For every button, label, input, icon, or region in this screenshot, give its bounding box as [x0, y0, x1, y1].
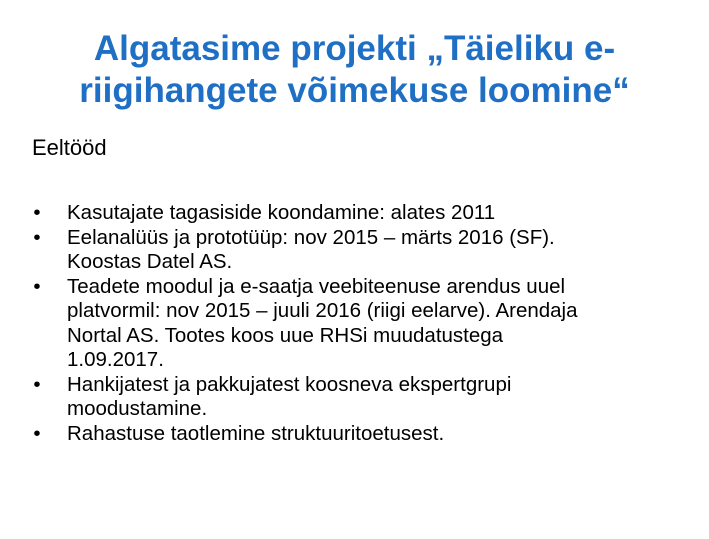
slide-title-line-2: riigihangete võimekuse loomine“ — [79, 71, 630, 110]
bullet-item-3 — [28, 275, 688, 373]
bullet-item-1 — [28, 201, 688, 226]
bullet-3-line-4: 1.09.2017. — [67, 348, 164, 371]
slide-title-line-1: Algatasime projekti „Täieliku e- — [93, 29, 616, 68]
bullet-dot-icon: • — [33, 421, 41, 445]
bullet-item-5 — [28, 422, 688, 447]
bullet-dot-icon: • — [33, 274, 41, 298]
bullet-dot-icon: • — [33, 372, 41, 396]
bullet-2-line-1: Eelanalüüs ja prototüüp: nov 2015 – märts 2016 (SF). — [67, 225, 555, 249]
bullet-3-line-1: Teadete moodul ja e-saatja veebiteenuse arendus uuel — [67, 274, 566, 298]
section-heading: Eeltööd — [32, 135, 107, 160]
bullet-4-line-2: moodustamine. — [67, 397, 208, 420]
bullet-item-2 — [28, 226, 688, 275]
bullet-item-4 — [28, 373, 688, 422]
bullet-2-line-2: Koostas Datel AS. — [67, 250, 233, 273]
bullet-3-line-3: Nortal AS. Tootes koos uue RHSi muudatustega — [67, 323, 504, 347]
bullet-list — [28, 201, 688, 446]
bullet-4-line-1: Hankijatest ja pakkujatest koosneva ekspertgrupi — [67, 372, 512, 396]
bullet-5-line-1: Rahastuse taotlemine struktuuritoetusest. — [67, 421, 445, 445]
bullet-3-line-2: platvormil: nov 2015 – juuli 2016 (riigi eelarve). Arendaja — [67, 299, 578, 322]
slide-title — [20, 28, 689, 112]
bullet-dot-icon: • — [33, 225, 41, 249]
bullet-dot-icon: • — [33, 201, 41, 224]
bullet-1-line-1: Kasutajate tagasiside koondamine: alates 2011 — [67, 201, 496, 224]
